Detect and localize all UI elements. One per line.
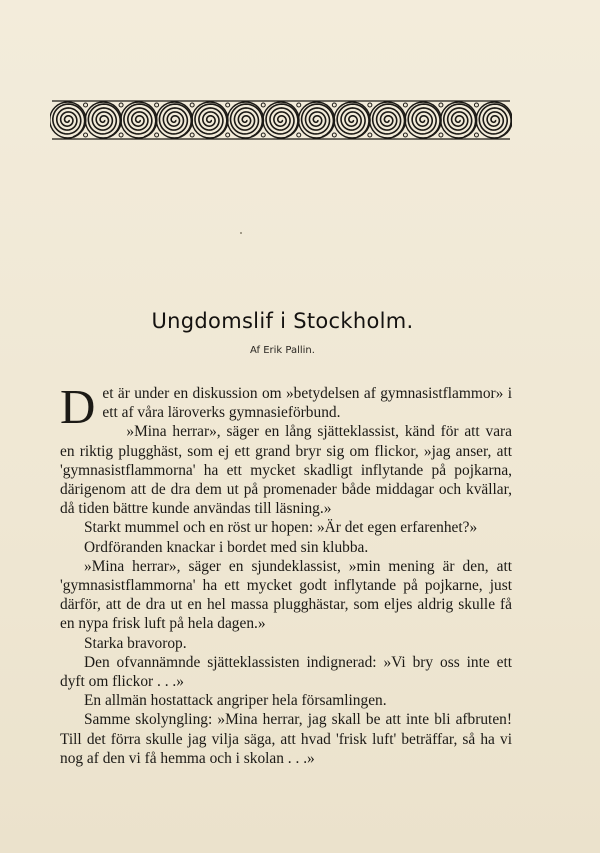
ornament-dot <box>155 133 159 137</box>
ornament-dot <box>226 133 230 137</box>
ornament-dot <box>119 133 123 137</box>
print-speck <box>240 232 242 234</box>
spiral-border-ornament <box>50 98 512 142</box>
ornament-dot <box>261 103 265 107</box>
ornament-dot <box>439 103 443 107</box>
article-paragraph: »Mina herrar», säger en lång sjätteklassist, känd för att vara en riktig plugghäst, som ej ett grand bryr sig om flickor, »jag anser, att 'gymnasistflammorna' ha ett mycket skadligt inflytande på pojkarna, därigenom att de dra dem ut på promenader både middagar och kvällar, då tiden bättre kunde användas till läsning.» <box>60 423 512 518</box>
ornament-dot <box>403 103 407 107</box>
spiral-motif <box>85 102 121 138</box>
ornament-dot <box>403 133 407 137</box>
spiral-motif <box>441 102 477 138</box>
spiral-motif <box>405 102 441 138</box>
spiral-motif <box>192 102 228 138</box>
article-body <box>60 379 512 768</box>
article-paragraph: Starka bravorop. <box>84 634 187 652</box>
spiral-motif <box>334 102 370 138</box>
ornament-dot <box>84 103 88 107</box>
drop-cap: D <box>60 379 96 434</box>
ornament-dot <box>84 133 88 137</box>
ornament-dot <box>474 133 478 137</box>
ornament-dot <box>261 133 265 137</box>
ornament-dot <box>226 103 230 107</box>
ornament-dot <box>119 103 123 107</box>
ornament-dot <box>368 103 372 107</box>
article-title: Ungdomslif i Stockholm. <box>151 309 414 333</box>
ornament-dot <box>474 103 478 107</box>
article-paragraph <box>60 379 512 434</box>
ornament-dot <box>297 103 301 107</box>
spiral-motif <box>370 102 406 138</box>
spiral-motif <box>50 102 86 138</box>
article-paragraph: Samme skolyngling: »Mina herrar, jag skall be att inte bli afbruten! Till det förra skulle jag vilja säga, att hvad 'frisk luft' beträffar, så ha vi nog af den vi få hemma och i skolan . . .» <box>60 711 512 767</box>
spiral-motif <box>227 102 263 138</box>
ornament-dot <box>332 133 336 137</box>
spiral-motif <box>263 102 299 138</box>
article-paragraph: Ordföranden knackar i bordet med sin klubba. <box>84 538 369 556</box>
ornament-dot <box>332 103 336 107</box>
ornament-dot <box>368 133 372 137</box>
ornament-dot <box>297 133 301 137</box>
ornament-dot <box>155 103 159 107</box>
spiral-motif <box>299 102 335 138</box>
article-paragraph: »Mina herrar», säger en sjundeklassist, »min mening är den, att 'gymnasistflammorna' ha ett mycket godt inflytande på pojkarne, just därför, att de dra ut en hel massa plugghästar, som eljes aldrig skulle få en nypa frisk luft på hela dagen.» <box>60 557 512 633</box>
article-paragraph: Starkt mummel och en röst ur hopen: »Är det egen erfarenhet?» <box>84 519 478 537</box>
ornament-dot <box>439 133 443 137</box>
ornament-dot <box>190 103 194 107</box>
paragraph-text: et är under en diskussion om »betydelsen af gymnasistflammor» i ett af våra läroverks gymnasieförbund. <box>102 385 512 422</box>
article-paragraph: En allmän hostattack angriper hela församlingen. <box>84 692 387 710</box>
ornament-dot <box>190 133 194 137</box>
spiral-motif <box>156 102 192 138</box>
article-paragraph: Den ofvannämnde sjätteklassisten indignerad: »Vi bry oss inte ett dyft om flickor . . .» <box>60 653 512 691</box>
spiral-motif <box>476 102 512 138</box>
spiral-motif <box>121 102 157 138</box>
article-author: Af Erik Pallin. <box>250 345 315 356</box>
